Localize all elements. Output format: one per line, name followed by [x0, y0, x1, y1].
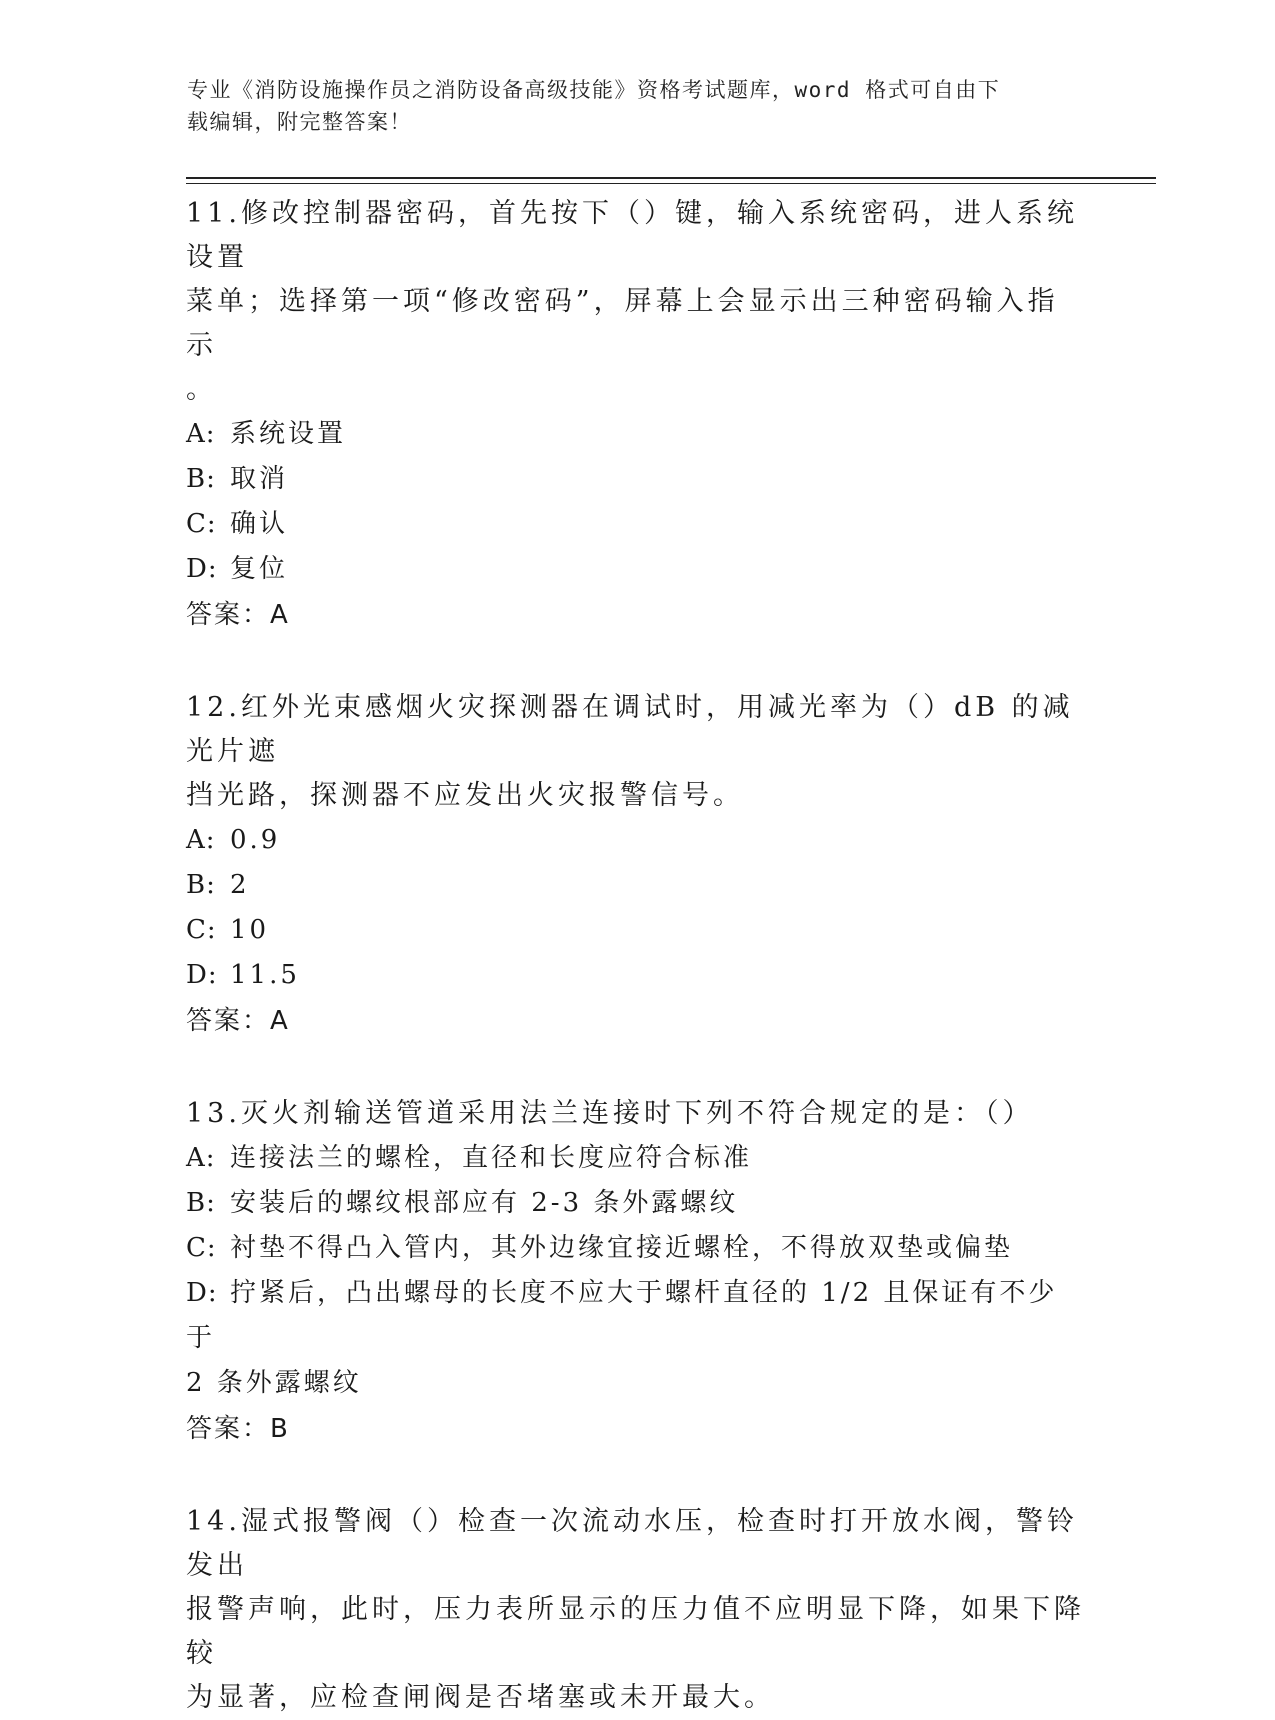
- option-key: B:: [186, 1188, 216, 1218]
- option-text: 系统设置: [230, 419, 347, 449]
- option-c: [186, 908, 1086, 953]
- question-stem: [186, 1500, 1086, 1720]
- answer: 答案：A: [186, 1006, 290, 1036]
- stem-line: 报警声响，此时，压力表所显示的压力值不应明显下降，如果下降较: [186, 1594, 1085, 1669]
- option-text: 10: [230, 915, 270, 945]
- stem-line: 为显著，应检查闸阀是否堵塞或未开最大。: [186, 1682, 775, 1713]
- option-text: 取消: [230, 464, 289, 494]
- document-header: [187, 74, 1087, 138]
- spacer: [186, 638, 1086, 686]
- answer: 答案：A: [186, 600, 290, 630]
- option-text: 衬垫不得凸入管内，其外边缘宜接近螺栓，不得放双垫或偏垫: [230, 1233, 1014, 1263]
- option-key: D:: [186, 960, 218, 990]
- option-b: [186, 1181, 1086, 1226]
- spacer: [186, 1452, 1086, 1500]
- answer: 答案：B: [186, 1414, 290, 1444]
- option-text: 复位: [230, 554, 289, 584]
- option-c: [186, 502, 1086, 547]
- question-stem: [186, 1092, 1086, 1136]
- option-text: 11.5: [230, 960, 300, 990]
- option-d: [186, 953, 1086, 998]
- stem-line: 11.修改控制器密码，首先按下（）键，输入系统密码，进人系统设置: [186, 198, 1078, 273]
- option-d: [186, 547, 1086, 592]
- option-d: [186, 1271, 1086, 1361]
- stem-line: 12.红外光束感烟火灾探测器在调试时，用减光率为（）dB 的减光片遮: [186, 692, 1074, 767]
- option-key: C:: [186, 509, 217, 539]
- option-d-continuation: 2 条外露螺纹: [186, 1368, 362, 1398]
- option-text: 连接法兰的螺栓，直径和长度应符合标准: [230, 1143, 753, 1173]
- header-divider-thin: [186, 183, 1156, 184]
- question-14: [186, 1500, 1086, 1720]
- option-key: A:: [186, 1143, 216, 1173]
- option-key: B:: [186, 464, 216, 494]
- header-line-1: 专业《消防设施操作员之消防设备高级技能》资格考试题库，word 格式可自由下: [187, 78, 1001, 102]
- option-key: A:: [186, 825, 216, 855]
- header-line-2: 载编辑，附完整答案！: [187, 110, 412, 134]
- option-key: B:: [186, 870, 216, 900]
- option-a: [186, 412, 1086, 457]
- option-text: 确认: [230, 509, 289, 539]
- question-list: [186, 186, 1086, 1720]
- option-key: D:: [186, 1278, 218, 1308]
- question-11: [186, 186, 1086, 638]
- question-stem: [186, 186, 1086, 412]
- option-key: C:: [186, 1233, 217, 1263]
- stem-line: 挡光路，探测器不应发出火灾报警信号。: [186, 780, 744, 811]
- option-key: C:: [186, 915, 217, 945]
- stem-line: 13.灭火剂输送管道采用法兰连接时下列不符合规定的是：（）: [186, 1098, 1034, 1129]
- spacer: [186, 1044, 1086, 1092]
- option-key: A:: [186, 419, 216, 449]
- option-b: [186, 457, 1086, 502]
- option-a: [186, 818, 1086, 863]
- question-12: [186, 686, 1086, 1044]
- option-c: [186, 1226, 1086, 1271]
- option-text: 2: [230, 870, 250, 900]
- option-b: [186, 863, 1086, 908]
- stem-line: 菜单；选择第一项“修改密码”，屏幕上会显示出三种密码输入指示: [186, 286, 1059, 361]
- header-divider-thick: [186, 177, 1156, 179]
- question-13: [186, 1092, 1086, 1452]
- question-stem: [186, 686, 1086, 818]
- option-text: 安装后的螺纹根部应有 2-3 条外露螺纹: [230, 1188, 739, 1218]
- option-text: 0.9: [230, 825, 281, 855]
- option-text: 拧紧后，凸出螺母的长度不应大于螺杆直径的 1/2 且保证有不少于: [186, 1278, 1058, 1353]
- option-a: [186, 1136, 1086, 1181]
- option-key: D:: [186, 554, 218, 584]
- stem-line: 14.湿式报警阀（）检查一次流动水压，检查时打开放水阀，警铃发出: [186, 1506, 1078, 1581]
- stem-line: 。: [186, 374, 217, 405]
